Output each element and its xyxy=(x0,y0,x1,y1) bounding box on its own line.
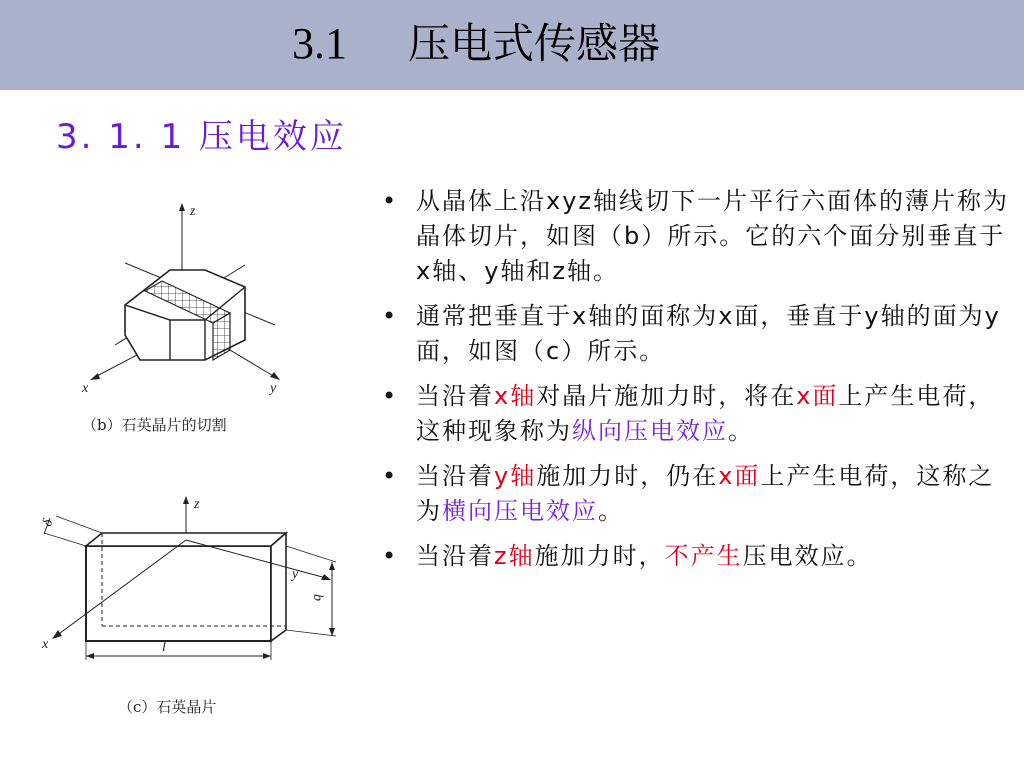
z-axis-label: z xyxy=(190,204,196,219)
text-segment: 施加力时，仍在 xyxy=(536,462,719,490)
bullet-text xyxy=(416,382,994,445)
text-segment: 通常把垂直于x轴的面称为x面，垂直于y轴的面为y面，如图（c）所示。 xyxy=(416,302,1001,365)
text-segment: 上产生电荷，这种现象称为 xyxy=(416,382,995,445)
quartz-cutting-diagram xyxy=(70,195,300,405)
text-segment: 。 xyxy=(598,497,624,525)
highlight-axis: z轴 xyxy=(494,542,535,570)
text-segment: 当沿着 xyxy=(416,462,494,490)
highlight-axis: y轴 xyxy=(494,462,537,490)
bullet-text xyxy=(416,542,873,570)
bullet-dot: • xyxy=(382,187,399,215)
title-bar xyxy=(0,0,1024,90)
y-axis-label: y xyxy=(292,567,299,582)
text-segment: 压电效应。 xyxy=(742,542,873,570)
slide-number: 3.1 xyxy=(292,19,347,68)
bullet-text xyxy=(416,302,1001,365)
bullet-text xyxy=(416,462,994,525)
l-label: l xyxy=(162,640,166,655)
bullet-item xyxy=(382,459,1012,529)
highlight-term: 横向压电效应 xyxy=(442,497,598,525)
slide-title: 压电式传感器 xyxy=(408,19,661,68)
section-heading: 3. 1. 1 压电效应 xyxy=(56,117,347,157)
highlight-face: x面 xyxy=(796,382,839,410)
x-axis-label: x xyxy=(82,381,89,396)
bullet-dot: • xyxy=(382,542,399,570)
text-segment: 。 xyxy=(728,417,754,445)
b-label: b xyxy=(310,594,325,601)
y-axis-label: y xyxy=(270,381,277,396)
text-segment: 对晶片施加力时，将在 xyxy=(536,382,797,410)
text-segment: 当沿着 xyxy=(416,382,494,410)
figure-b-caption: （b）石英晶片的切割 xyxy=(82,416,227,434)
figure-c-caption: （c）石英晶片 xyxy=(118,698,217,716)
highlight-face: x面 xyxy=(718,462,761,490)
z-axis-label: z xyxy=(194,497,200,512)
bullet-item xyxy=(382,539,1012,574)
x-axis-label: x xyxy=(42,637,49,652)
bullet-dot: • xyxy=(382,382,399,410)
bullet-item xyxy=(382,299,1012,369)
text-segment: 施加力时， xyxy=(534,542,665,570)
bullet-list xyxy=(382,184,1012,584)
bullet-text xyxy=(416,187,1009,285)
highlight-term: 不产生 xyxy=(664,542,743,570)
bullet-item xyxy=(382,379,1012,449)
text-segment: 上产生电荷，这称之为 xyxy=(416,462,995,525)
bullet-dot: • xyxy=(382,302,399,330)
text-segment: 从晶体上沿xyz轴线切下一片平行六面体的薄片称为晶体切片，如图（b）所示。它的六个面分别垂直于x轴、y轴和z轴。 xyxy=(416,187,1010,285)
bullet-dot: • xyxy=(382,462,399,490)
quartz-slice-diagram xyxy=(36,488,356,688)
text-segment: 当沿着 xyxy=(416,542,494,570)
highlight-axis: x轴 xyxy=(494,382,537,410)
bullet-item xyxy=(382,184,1012,289)
highlight-term: 纵向压电效应 xyxy=(572,417,728,445)
delta-label: δ xyxy=(40,517,57,529)
